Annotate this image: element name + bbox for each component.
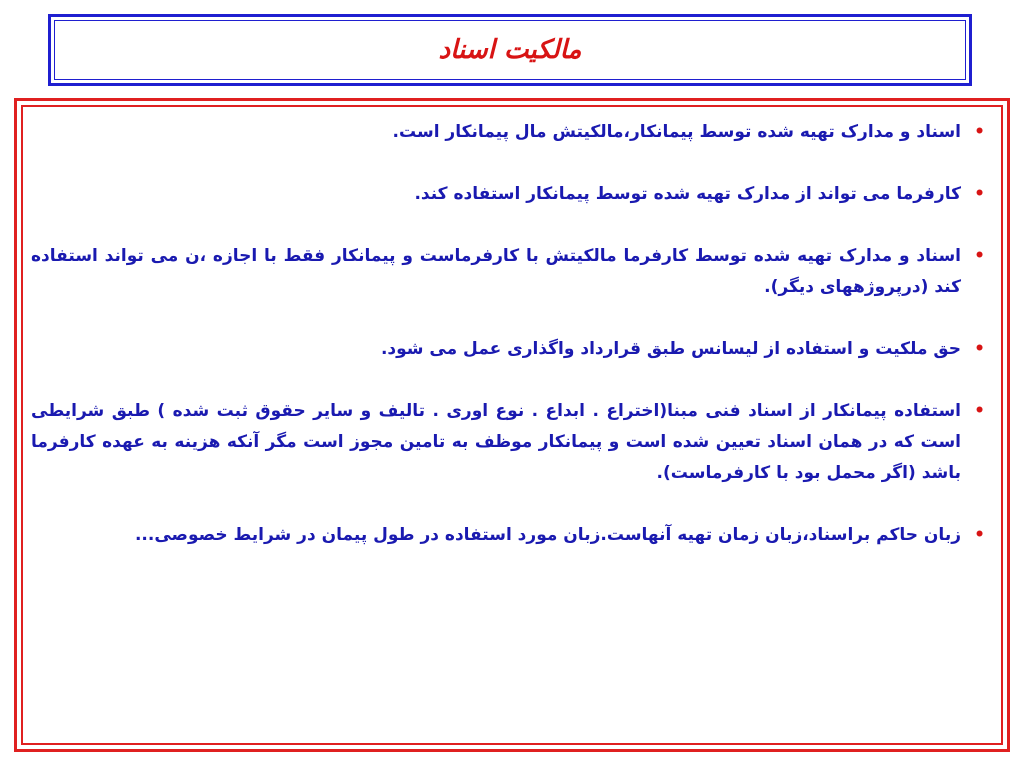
bullet-text: اسناد و مدارک تهیه شده توسط کارفرما مالکیتش با کارفرماست و پیمانکار فقط با اجازه ،ن می تواند استفاده کند (درپروژههای دیگر).: [31, 246, 961, 297]
bullet-dot-icon: •: [974, 339, 985, 359]
content-box: [14, 98, 1010, 752]
bullet-item: [31, 179, 987, 210]
bullet-item: [31, 396, 987, 489]
bullet-item: [31, 241, 987, 303]
slide-title: مالکیت اسناد: [438, 35, 582, 65]
bullet-item: [31, 117, 987, 148]
bullet-dot-icon: •: [974, 122, 985, 142]
bullet-dot-icon: •: [974, 246, 985, 266]
bullet-text: حق ملکیت و استفاده از لیسانس طبق قرارداد واگذاری عمل می شود.: [380, 339, 961, 359]
bullet-text: زبان حاکم براسناد،زبان زمان تهیه آنهاست.زبان مورد استفاده در طول پیمان در شرایط خصوصی...: [134, 525, 961, 545]
bullet-text: کارفرما می تواند از مدارک تهیه شده توسط پیمانکار استفاده کند.: [414, 184, 961, 204]
bullet-item: [31, 334, 987, 365]
title-box: [48, 14, 972, 86]
bullet-text: اسناد و مدارک تهیه شده توسط پیمانکار،مالکیتش مال پیمانکار است.: [392, 122, 961, 142]
bullet-dot-icon: •: [974, 184, 985, 204]
bullet-dot-icon: •: [974, 525, 985, 545]
bullet-list: [31, 117, 987, 551]
bullet-item: [31, 520, 987, 551]
bullet-dot-icon: •: [974, 401, 985, 421]
bullet-text: استفاده پیمانکار از اسناد فنی مبنا(اختراع . ابداع . نوع اوری . تالیف و سایر حقوق ثبت شده ) طبق شرایطی است که در همان اسناد تعیین شده است و پیمانکار موظف به تامین مجوز است مگر آنکه هزینه به عهده کارفرما باشد (اگر محمل بود با کارفرماست).: [31, 401, 961, 483]
